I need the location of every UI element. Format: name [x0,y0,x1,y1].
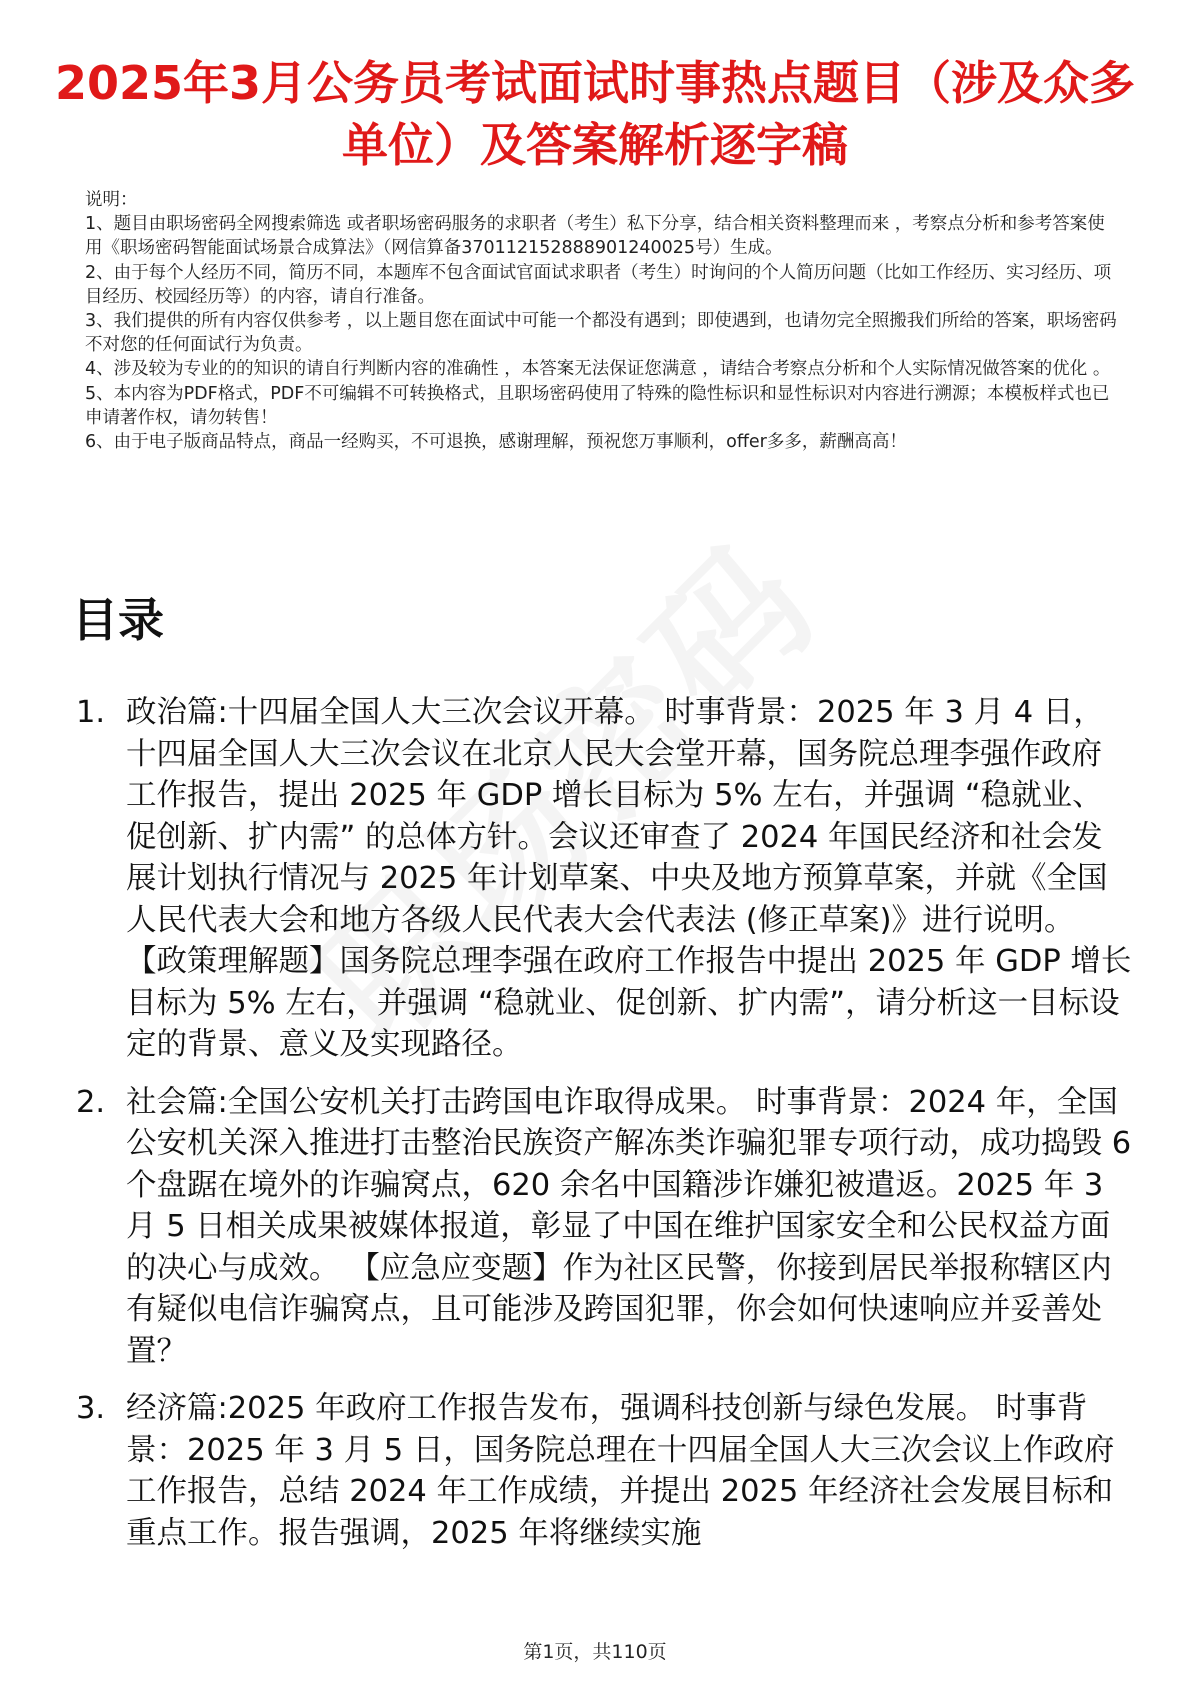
toc-item-text: 政治篇:十四届全国人大三次会议开幕。 时事背景：2025 年 3 月 4 日，十四届全国人大三次会议在北京人民大会堂开幕，国务院总理李强作政府工作报告，提出 2025 年 GDP 增长目标为 5% 左右，并强调 “稳就业、促创新、扩内需” 的总体方针。会议还审查了 2024 年国民经济和社会发展计划执行情况与 2025 年计划草案、中央及地方预算草案，并就《全国人民代表大会和地方各级人民代表大会代表法 (修正草案)》进行说明。 【政策理解题】国务院总理李强在政府工作报告中提出 2025 年 GDP 增长目标为 5% 左右，并强调 “稳就业、促创新、扩内需”，请分析这一目标设定的背景、意义及实现路径。 [126,695,1132,1062]
toc-heading: 目录 [72,593,164,647]
notes-line: 说明： [85,190,138,210]
toc-item-number: 1. [76,695,106,730]
toc-item-text: 经济篇:2025 年政府工作报告发布，强调科技创新与绿色发展。 时事背景：2025 年 3 月 5 日，国务院总理在十四届全国人大三次会议上作政府工作报告，总结 2024 年工作成绩，并提出 2025 年经济社会发展目标和重点工作。报告强调，2025 年将继续实施 [126,1391,1115,1551]
toc-list [72,692,1132,1570]
notes-line: 1、题目由职场密码全网搜索筛选 或者职场密码服务的求职者（考生）私下分享，结合相关资料整理而来 ，考察点分析和参考答案使用《职场密码智能面试场景合成算法》（网信算备370112152888901240025号）生成。 [85,214,1105,259]
toc-item [72,1388,1132,1554]
notes-line: 6、由于电子版商品特点，商品一经购买，不可退换，感谢理解，预祝您万事顺利，offer多多，薪酬高高！ [85,432,907,453]
toc-item-number: 3. [76,1391,106,1426]
notes-section [85,188,1120,454]
page-footer: 第1页，共110页 [523,1641,667,1663]
toc-item [72,1082,1132,1373]
notes-line: 5、本内容为PDF格式，PDF不可编辑不可转换格式，且职场密码使用了特殊的隐性标识和显性标识对内容进行溯源；本模板样式也已申请著作权，请勿转售！ [85,383,1110,428]
toc-item [72,692,1132,1066]
toc-item-number: 2. [76,1084,106,1120]
page-title: 2025年3月公务员考试面试时事热点题目（涉及众多单位）及答案解析逐字稿 [54,56,1136,172]
notes-line: 4、涉及较为专业的的知识的请自行判断内容的准确性 ，本答案无法保证您满意 ，请结合考察点分析和个人实际情况做答案的优化 。 [85,359,1111,380]
notes-line: 2、由于每个人经历不同，简历不同，本题库不包含面试官面试求职者（考生）时询问的个人简历问题（比如工作经历、实习经历、项目经历、校园经历等）的内容，请自行准备。 [85,262,1112,307]
toc-item-text: 社会篇:全国公安机关打击跨国电诈取得成果。 时事背景：2024 年，全国公安机关深入推进打击整治民族资产解冻类诈骗犯罪专项行动，成功捣毁 6 个盘踞在境外的诈骗窝点，620 余名中国籍涉诈嫌犯被遣返。2025 年 3 月 5 日相关成果被媒体报道，彰显了中国在维护国家安全和公民权益方面的决心与成效。 【应急应变题】作为社区民警，你接到居民举报称辖区内有疑似电信诈骗窝点，且可能涉及跨国犯罪，你会如何快速响应并妥善处置？ [126,1084,1132,1369]
notes-line: 3、我们提供的所有内容仅供参考 ，以上题目您在面试中可能一个都没有遇到；即使遇到，也请勿完全照搬我们所给的答案，职场密码不对您的任何面试行为负责。 [85,311,1117,356]
